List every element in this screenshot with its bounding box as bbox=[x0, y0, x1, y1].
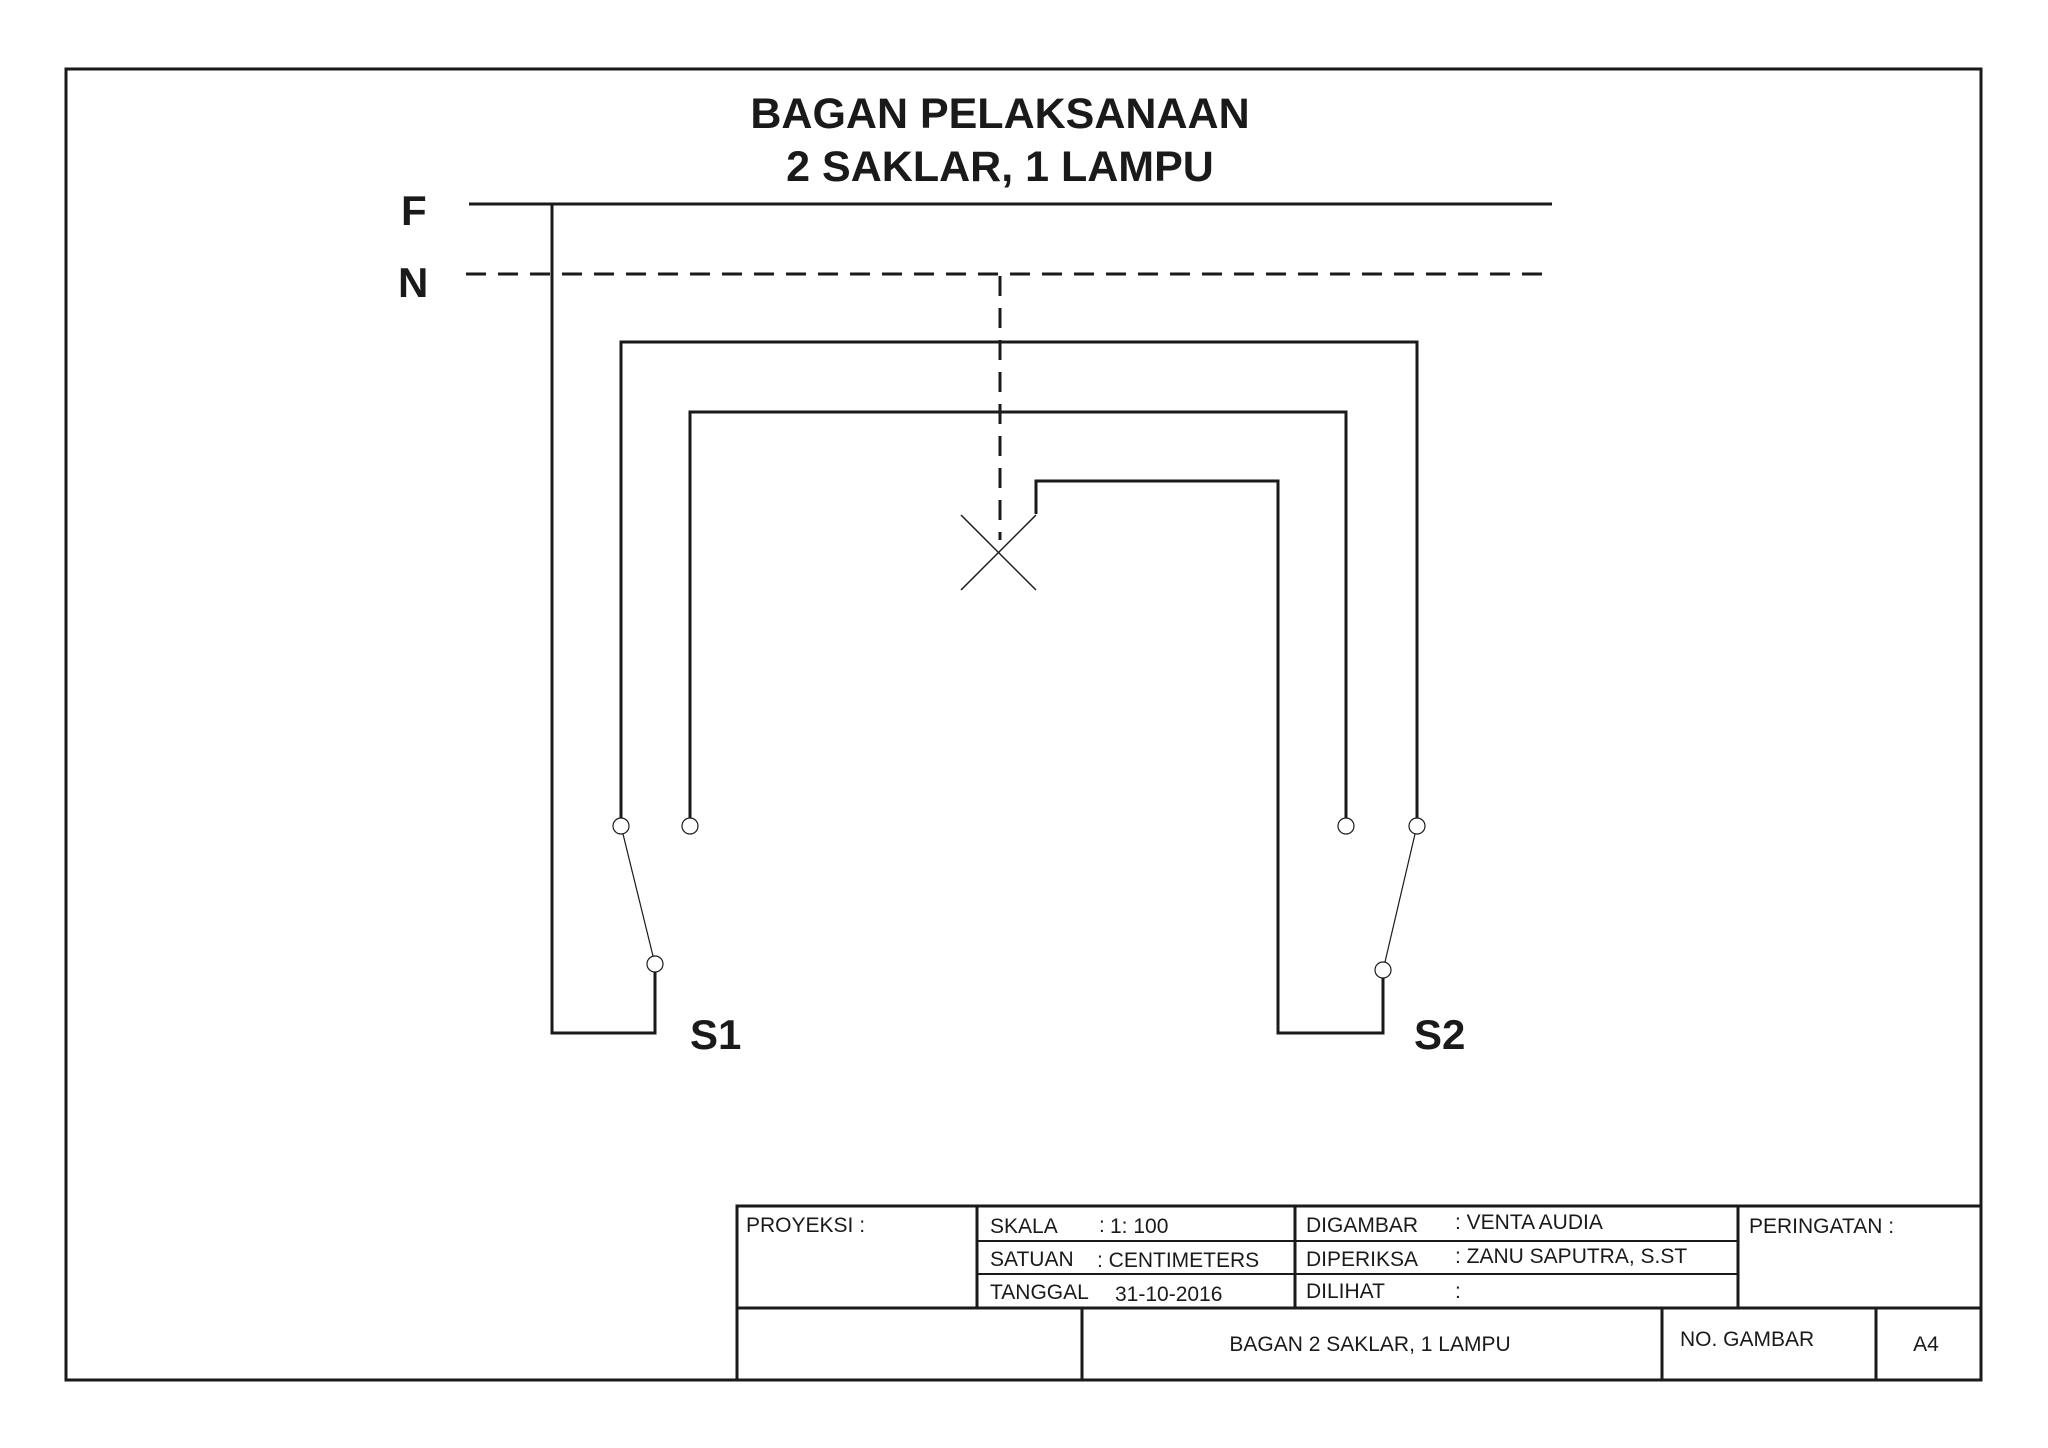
s2-common-terminal bbox=[1375, 962, 1391, 978]
s1-terminal-1 bbox=[613, 818, 629, 834]
proyeksi-label: PROYEKSI : bbox=[746, 1214, 866, 1237]
switch-s1 bbox=[613, 818, 698, 972]
satuan-label: SATUAN bbox=[990, 1248, 1074, 1271]
switch-s2 bbox=[1338, 818, 1425, 978]
switch-s2-label: S2 bbox=[1414, 1011, 1466, 1058]
diagram-title-line1: BAGAN PELAKSANAAN bbox=[750, 90, 1250, 138]
no-gambar-label: NO. GAMBAR bbox=[1680, 1328, 1815, 1351]
peringatan-label: PERINGATAN : bbox=[1749, 1215, 1895, 1238]
skala-label: SKALA bbox=[990, 1215, 1058, 1238]
phase-to-s1-wire bbox=[552, 204, 655, 1033]
dilihat-label: DILIHAT bbox=[1306, 1280, 1385, 1303]
skala-value: 1: 100 bbox=[1110, 1215, 1169, 1238]
lamp-symbol bbox=[961, 515, 1036, 590]
neutral-line-label: N bbox=[398, 259, 429, 306]
tanggal-value: 31-10-2016 bbox=[1115, 1283, 1223, 1306]
s1-terminal-2 bbox=[682, 818, 698, 834]
s2-terminal-2 bbox=[1409, 818, 1425, 834]
s1-contact-lever bbox=[623, 834, 653, 956]
diperiksa-value: : ZANU SAPUTRA, S.ST bbox=[1455, 1245, 1688, 1268]
diagram-title-line2: 2 SAKLAR, 1 LAMPU bbox=[786, 143, 1214, 191]
traveler-wire-inner bbox=[690, 412, 1346, 820]
s2-contact-lever bbox=[1385, 834, 1415, 962]
diperiksa-label: DIPERIKSA bbox=[1306, 1248, 1419, 1271]
phase-line-label: F bbox=[401, 187, 427, 234]
tanggal-label: TANGGAL bbox=[990, 1281, 1089, 1304]
s2-terminal-1 bbox=[1338, 818, 1354, 834]
digambar-value: : VENTA AUDIA bbox=[1455, 1211, 1603, 1234]
s1-common-terminal bbox=[647, 956, 663, 972]
drawing-name: BAGAN 2 SAKLAR, 1 LAMPU bbox=[1229, 1333, 1511, 1356]
sheet-border bbox=[66, 69, 1981, 1380]
switch-s1-label: S1 bbox=[690, 1011, 742, 1058]
s2-to-lamp-wire bbox=[1036, 481, 1383, 1033]
traveler-wire-outer bbox=[621, 342, 1417, 820]
satuan-value: : CENTIMETERS bbox=[1097, 1249, 1260, 1272]
paper-size: A4 bbox=[1913, 1333, 1939, 1356]
dilihat-value: : bbox=[1455, 1280, 1461, 1303]
digambar-label: DIGAMBAR bbox=[1306, 1214, 1419, 1237]
skala-colon: : bbox=[1099, 1214, 1105, 1237]
